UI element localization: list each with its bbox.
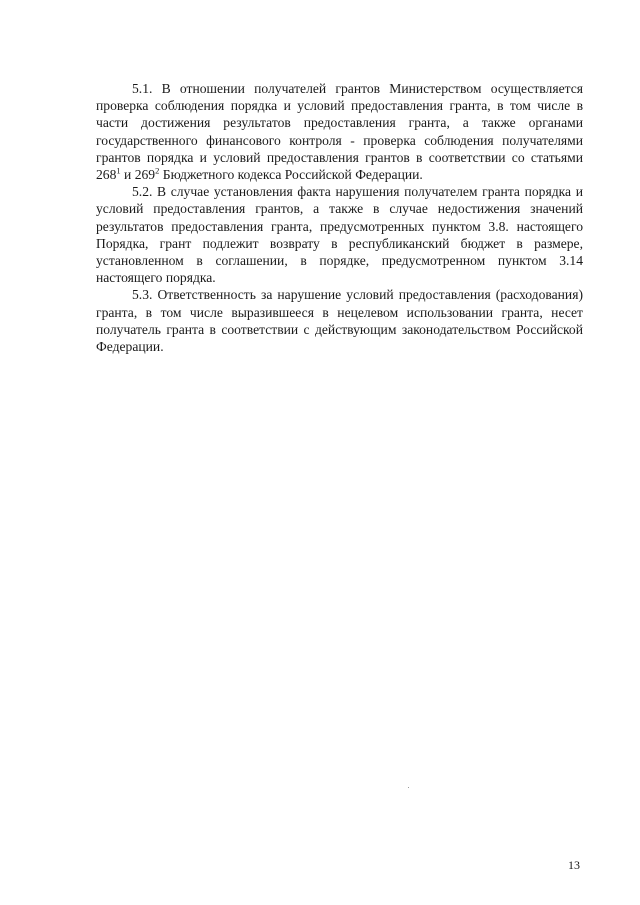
paragraph-5-1-text: 5.1. В отношении получателей грантов Министерством осуществляется проверка соблюдения порядка и условий предоставления гранта, в том числе в части достижения результатов предоставления гранта, а также органами государственного финансового контроля - проверка соблюдения получателями грантов порядка и условий предоставления грантов в соответствии со статьями 268 bbox=[96, 81, 583, 183]
scan-speck bbox=[408, 787, 409, 788]
paragraph-5-3: 5.3. Ответственность за нарушение условий предоставления (расходования) гранта, в том числе выразившееся в нецелевом использовании гранта, несет получатель гранта в соответствии с действующим законодательством Российской Федерации. bbox=[96, 287, 583, 355]
document-body bbox=[96, 80, 583, 355]
article-269-superscript: 2 bbox=[155, 165, 160, 176]
paragraph-5-1-text-cont: и 269 bbox=[120, 167, 156, 183]
paragraph-5-1-text-end: Бюджетного кодекса Российской Федерации. bbox=[159, 167, 423, 183]
page-number: 13 bbox=[568, 858, 580, 872]
article-268-superscript: 1 bbox=[116, 165, 121, 176]
paragraph-5-1 bbox=[96, 80, 583, 183]
paragraph-5-2: 5.2. В случае установления факта нарушения получателем гранта порядка и условий предоставления грантов, а также в случае недостижения значений результатов предоставления гранта, предусмотренных пунктом 3.8. настоящего Порядка, грант подлежит возврату в республиканский бюджет в размере, установленном в соглашении, в порядке, предусмотренном пунктом 3.14 настоящего порядка. bbox=[96, 184, 583, 286]
